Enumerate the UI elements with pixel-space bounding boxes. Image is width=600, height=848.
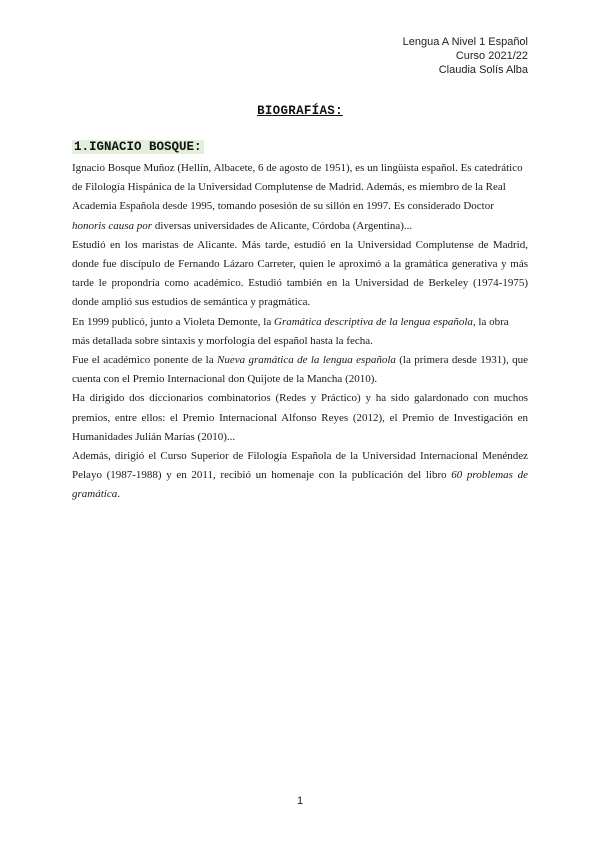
section-heading: 1.IGNACIO BOSQUE:: [74, 140, 202, 154]
book-title: Nueva gramática de la lengua española: [216, 354, 396, 367]
header-school-year: Curso 2021/22: [455, 50, 528, 62]
biography-body: [72, 159, 528, 505]
paragraph-studies: Estudió en los maristas de Alicante. Más tarde, estudió en la Universidad Complutense de Madrid, donde fue discípulo de Fernando Lázaro Carreter, quien le aproximó a la gramática generativa y más tarde le propondría como académico. Estudió también en la Universidad de Berkeley (1974-1975) donde amplió sus estudios de semántica y pragmática.: [72, 238, 528, 309]
document-header: [403, 35, 528, 77]
book-title: Gramática descriptiva de la lengua española,: [274, 315, 476, 328]
paragraph-publication: En 1999 publicó, junto a Violeta Demonte, la Gramática descriptiva de la lengua española, la obra más detallada sobre sintaxis y morfología del español hasta la fecha.: [72, 315, 509, 347]
paragraph-awards: Ha dirigido dos diccionarios combinatorios (Redes y Práctico) y ha sido galardonado con muchos premios, entre ellos: el Premio Internacional Alfonso Reyes (2012), el Premio de Investigación en Humanidades Julián Marías (2010)...: [72, 392, 528, 443]
page-number: 1: [296, 795, 304, 807]
italic-text: honoris causa por: [72, 219, 153, 232]
page-title: BIOGRAFÍAS:: [257, 104, 343, 118]
header-author: Claudia Solís Alba: [438, 64, 528, 76]
header-course-level: Lengua A Nivel 1 Español: [402, 36, 528, 48]
paragraph-homage: Además, dirigió el Curso Superior de Filología Española de la Universidad Internacional Menéndez Pelayo (1987-1988) y en 2011, recibió un homenaje con la publicación del libro 60 problemas de gramática.: [72, 450, 528, 501]
paragraph-academy: Fue el académico ponente de la Nueva gramática de la lengua española (la primera desde 1931), que cuenta con el Premio Internacional don Quijote de la Mancha (2010).: [72, 354, 528, 386]
paragraph-intro: Ignacio Bosque Muñoz (Hellín, Albacete, 6 de agosto de 1951), es un lingüista español. Es catedrático de Filología Hispánica de la Universidad Complutense de Madrid. Además, es miembro de la Real Academia Española desde 1995, tomando posesión de su sillón en 1997. Es considerado Doctor honoris causa por diversas universidades de Alicante, Córdoba (Argentina)...: [72, 162, 523, 232]
book-title: 60 problemas de gramática: [72, 469, 528, 501]
